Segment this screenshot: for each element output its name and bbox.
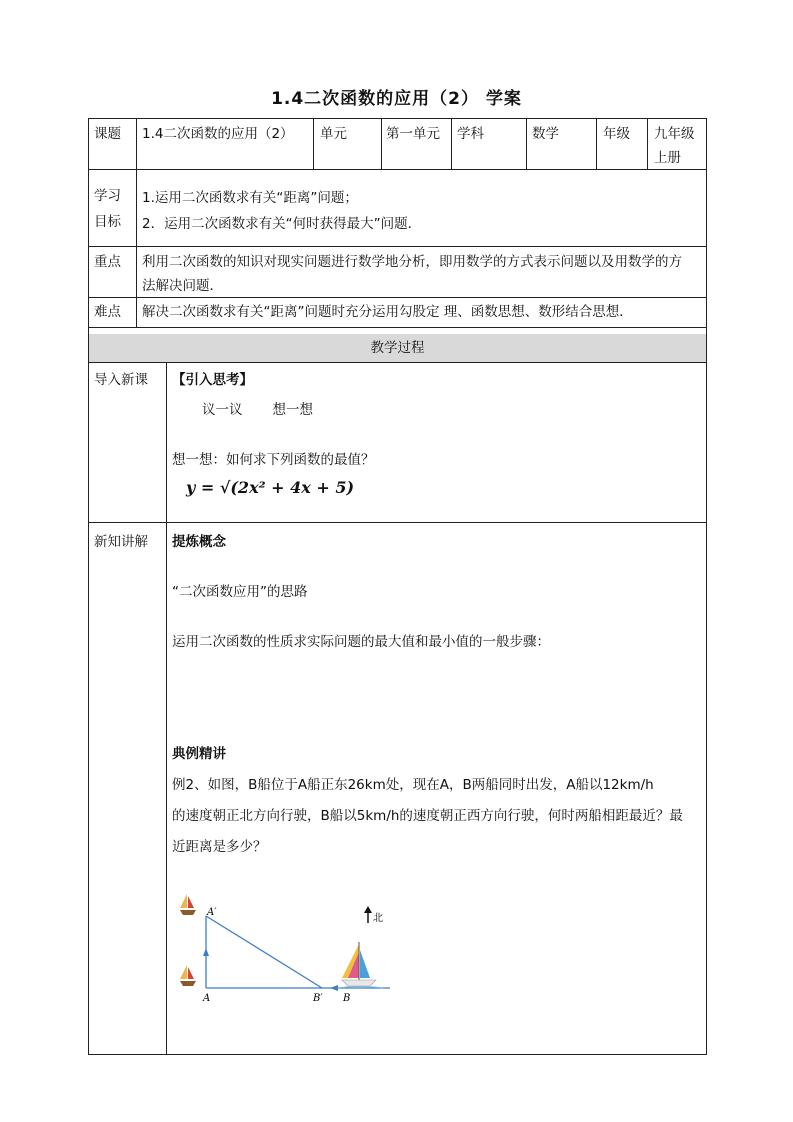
intro-line-2: 想一想：如何求下列函数的最值？	[172, 452, 375, 468]
unit-label: 单元	[320, 126, 347, 142]
ship-diagram	[178, 892, 408, 1012]
intro-label: 导入新课	[94, 372, 148, 388]
grade-value-line2: 上册	[654, 150, 681, 166]
table-row-divider	[88, 362, 707, 363]
table-col-divider	[647, 118, 648, 169]
concept-heading: 提炼概念	[172, 534, 226, 550]
process-header: 教学过程	[370, 340, 425, 356]
intro-formula: y = √(2x² + 4x + 5)	[186, 478, 355, 497]
table-border-left	[88, 118, 89, 1055]
label-a-prime: A′	[207, 907, 217, 918]
table-col-divider	[381, 118, 382, 169]
goals-item-1: 1.运用二次函数求有关“距离”问题；	[142, 190, 358, 206]
grade-value-line1: 九年级	[654, 126, 695, 142]
sailboat-icon-a	[180, 965, 196, 986]
example-line-1: 例2、如图，B船位于A船正东26km处，现在A，B两船同时出发，A船以12km/h	[172, 777, 654, 793]
arrow-west-icon	[330, 985, 338, 991]
example-heading: 典例精讲	[172, 746, 226, 762]
table-row-divider	[88, 327, 707, 328]
table-col-divider	[451, 118, 452, 169]
intro-line-1: 议一议 想一想	[202, 402, 314, 418]
difficulty-text: 解决二次函数求有关“距离”问题时充分运用勾股定 理、函数思想、数形结合思想．	[142, 304, 633, 320]
table-col-divider	[136, 118, 137, 327]
concept-line-2: 运用二次函数的性质求实际问题的最大值和最小值的一般步骤：	[172, 634, 550, 650]
label-a: A	[203, 993, 211, 1004]
difficulty-label: 难点	[94, 304, 121, 320]
subject-value: 数学	[532, 126, 559, 142]
table-col-divider	[313, 118, 314, 169]
grade-label: 年级	[603, 126, 630, 142]
key-points-label: 重点	[94, 254, 121, 270]
table-row-divider	[88, 246, 707, 247]
table-col-divider	[596, 118, 597, 169]
arrow-north-icon	[203, 948, 209, 956]
table-row-divider	[88, 169, 707, 170]
topic-label: 课题	[94, 126, 121, 142]
intro-heading: 【引入思考】	[172, 372, 253, 388]
north-arrow-icon	[364, 906, 372, 913]
goals-label-line1: 学习	[94, 188, 121, 204]
label-b-prime: B′	[313, 993, 323, 1004]
table-border-right	[706, 118, 707, 1055]
table-col-divider	[166, 362, 167, 1055]
path-hypotenuse	[206, 916, 322, 988]
table-row-divider	[88, 522, 707, 523]
topic-value: 1.4二次函数的应用（2）	[142, 126, 294, 142]
table-border-top	[88, 118, 707, 119]
table-border-bottom	[88, 1054, 707, 1055]
example-line-2: 的速度朝正北方向行驶，B船以5km/h的速度朝正西方向行驶，何时两船相距最近？最	[172, 808, 683, 824]
sailboat-icon-b	[338, 942, 383, 988]
page-title: 1.4二次函数的应用（2） 学案	[271, 89, 522, 109]
label-b: B	[343, 993, 351, 1004]
new-knowledge-label: 新知讲解	[94, 534, 148, 550]
sailboat-icon-a-prime	[180, 894, 196, 915]
goals-label-line2: 目标	[94, 214, 121, 230]
key-points-line1: 利用二次函数的知识对现实问题进行数学地分析，即用数学的方式表示问题以及用数学的方	[142, 254, 682, 270]
goals-item-2: 2．运用二次函数求有关“何时获得最大”问题．	[142, 216, 422, 232]
table-col-divider	[526, 118, 527, 169]
key-points-line2: 法解决问题．	[142, 278, 223, 294]
concept-line-1: “二次函数应用”的思路	[172, 584, 308, 600]
subject-label: 学科	[457, 126, 484, 142]
example-line-3: 近距离是多少？	[172, 839, 267, 855]
unit-value: 第一单元	[386, 126, 440, 142]
north-label: 北	[373, 913, 383, 924]
